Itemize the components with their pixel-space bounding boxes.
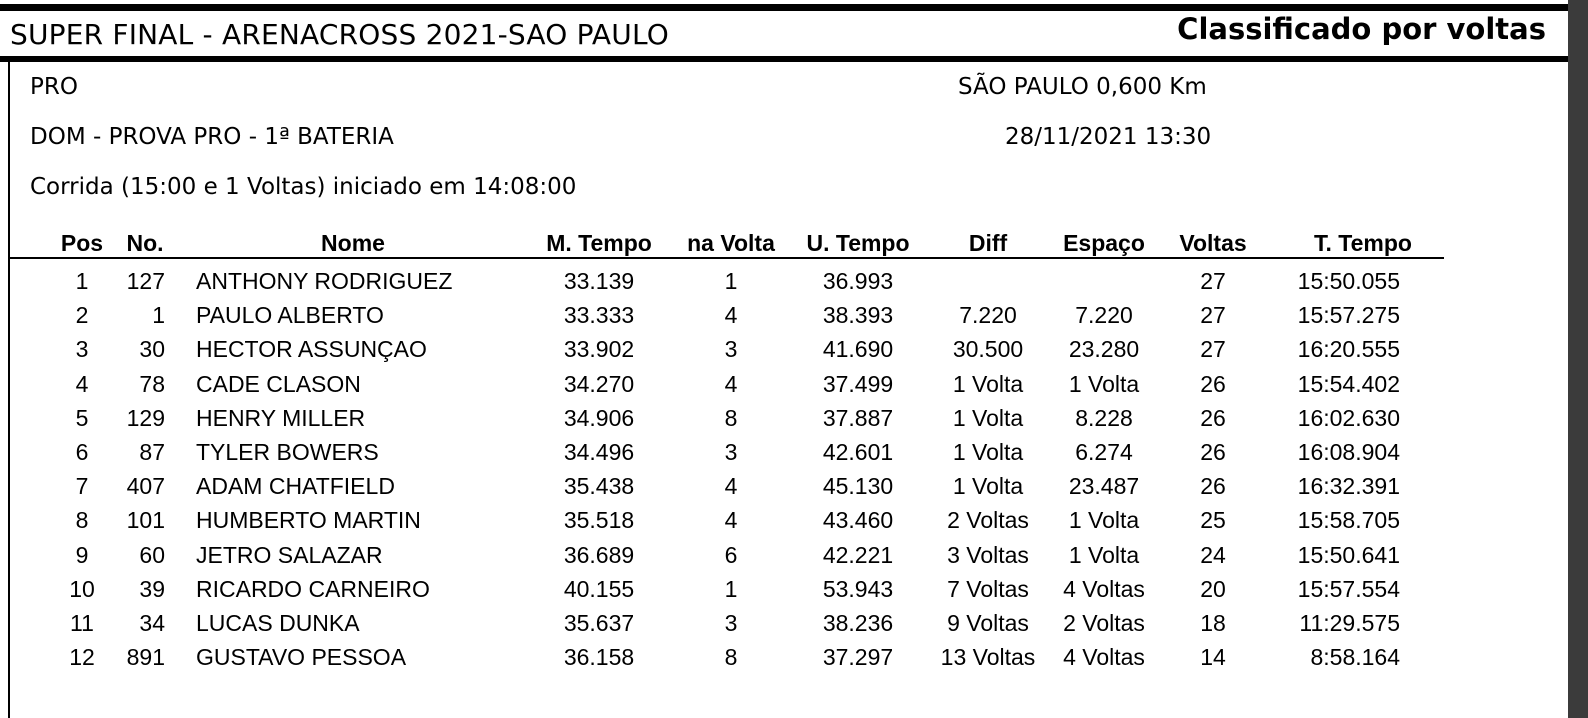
cell-na-volta: 4: [724, 473, 738, 500]
cell-diff: 1 Volta: [952, 439, 1024, 465]
cell-espaco: 23.487: [1068, 473, 1140, 500]
cell-voltas: 26: [1200, 370, 1226, 397]
column-header-na-volta: na Volta: [687, 230, 775, 256]
cell-nome: TYLER BOWERS: [196, 439, 379, 465]
cell-pos: 6: [75, 439, 89, 465]
table-row: [0, 572, 1568, 606]
cell-m-tempo: 35.637: [563, 610, 635, 636]
cell-m-tempo: 35.518: [563, 507, 635, 534]
cell-na-volta: 8: [724, 404, 738, 431]
cell-no: 34: [139, 610, 165, 636]
cell-t-tempo: 15:50.641: [1297, 541, 1400, 568]
cell-espaco: 6.274: [1075, 439, 1133, 465]
cell-t-tempo: 16:32.391: [1297, 473, 1400, 500]
cell-espaco: 7.220: [1075, 302, 1133, 329]
cell-voltas: 24: [1200, 541, 1226, 568]
cell-voltas: 14: [1200, 644, 1226, 671]
cell-u-tempo: 45.130: [822, 473, 894, 500]
cell-na-volta: 1: [724, 268, 738, 294]
cell-voltas: 27: [1200, 268, 1226, 294]
cell-m-tempo: 36.689: [563, 541, 635, 568]
cell-u-tempo: 37.887: [822, 404, 894, 431]
table-row: [0, 332, 1568, 366]
cell-u-tempo: 42.221: [822, 541, 894, 568]
top-rule: [0, 4, 1568, 11]
document-title: SUPER FINAL - ARENACROSS 2021-SAO PAULO: [10, 18, 670, 51]
cell-t-tempo: 16:08.904: [1297, 439, 1400, 465]
cell-espaco: 23.280: [1068, 336, 1140, 363]
cell-pos: 5: [75, 404, 89, 431]
cell-t-tempo: 11:29.575: [1299, 610, 1400, 636]
cell-t-tempo: 15:58.705: [1297, 507, 1400, 534]
cell-pos: 1: [75, 268, 89, 294]
cell-nome: HUMBERTO MARTIN: [196, 507, 421, 534]
cell-t-tempo: 15:50.055: [1297, 268, 1400, 294]
location-label: SÃO PAULO 0,600 Km: [958, 74, 1207, 100]
cell-m-tempo: 40.155: [563, 575, 635, 602]
table-row: [0, 538, 1568, 572]
cell-na-volta: 3: [724, 336, 738, 363]
cell-pos: 10: [69, 575, 95, 602]
column-header-espaco: Espaço: [1063, 230, 1145, 256]
cell-diff: 2 Voltas: [947, 507, 1029, 534]
cell-espaco: 4 Voltas: [1063, 644, 1145, 671]
table-row: [0, 367, 1568, 401]
cell-nome: RICARDO CARNEIRO: [196, 575, 430, 602]
cell-na-volta: 6: [724, 541, 738, 568]
cell-voltas: 27: [1200, 302, 1226, 329]
cell-u-tempo: 37.297: [822, 644, 894, 671]
cell-nome: LUCAS DUNKA: [196, 610, 360, 636]
cell-diff: 7.220: [959, 302, 1017, 329]
cell-na-volta: 4: [724, 370, 738, 397]
column-header-t-tempo: T. Tempo: [1314, 230, 1412, 256]
cell-voltas: 26: [1200, 473, 1226, 500]
cell-no: 60: [139, 541, 165, 568]
table-row: [0, 640, 1568, 674]
cell-espaco: 1 Volta: [1068, 507, 1140, 534]
cell-nome: JETRO SALAZAR: [196, 541, 383, 568]
cell-u-tempo: 37.499: [822, 370, 894, 397]
cell-no: 87: [139, 439, 165, 465]
table-row: [0, 401, 1568, 435]
cell-nome: ADAM CHATFIELD: [196, 473, 395, 500]
cell-pos: 3: [75, 336, 89, 363]
cell-na-volta: 1: [724, 575, 738, 602]
cell-na-volta: 8: [724, 644, 738, 671]
cell-espaco: 4 Voltas: [1063, 575, 1145, 602]
cell-t-tempo: 8:58.164: [1310, 644, 1400, 671]
cell-m-tempo: 35.438: [563, 473, 635, 500]
cell-nome: HECTOR ASSUNÇAO: [196, 336, 427, 363]
cell-na-volta: 4: [724, 302, 738, 329]
cell-m-tempo: 34.906: [563, 404, 635, 431]
table-row: [0, 264, 1568, 298]
cell-voltas: 20: [1200, 575, 1226, 602]
column-header-pos: Pos: [60, 230, 104, 256]
table-row: [0, 606, 1568, 640]
race-info-label: Corrida (15:00 e 1 Voltas) iniciado em 14:08:00: [30, 174, 577, 200]
cell-espaco: 1 Volta: [1068, 541, 1140, 568]
cell-no: 127: [126, 268, 165, 294]
cell-voltas: 26: [1200, 439, 1226, 465]
table-row: [0, 435, 1568, 469]
table-row: [0, 298, 1568, 332]
document-subtitle: Classificado por voltas: [1177, 12, 1546, 46]
cell-diff: 9 Voltas: [947, 610, 1029, 636]
cell-u-tempo: 41.690: [822, 336, 894, 363]
column-header-no: No.: [126, 230, 164, 256]
cell-t-tempo: 15:57.275: [1297, 302, 1400, 329]
cell-pos: 4: [75, 370, 89, 397]
cell-diff: 3 Voltas: [947, 541, 1029, 568]
column-header-m-tempo: M. Tempo: [546, 230, 652, 256]
cell-m-tempo: 34.270: [563, 370, 635, 397]
cell-voltas: 27: [1200, 336, 1226, 363]
cell-u-tempo: 38.393: [822, 302, 894, 329]
cell-u-tempo: 53.943: [822, 575, 894, 602]
cell-pos: 9: [75, 541, 89, 568]
cell-t-tempo: 16:02.630: [1297, 404, 1400, 431]
cell-voltas: 25: [1200, 507, 1226, 534]
cell-nome: HENRY MILLER: [196, 404, 366, 431]
cell-nome: ANTHONY RODRIGUEZ: [196, 268, 453, 294]
cell-no: 101: [126, 507, 165, 534]
cell-nome: GUSTAVO PESSOA: [196, 644, 407, 671]
cell-pos: 7: [75, 473, 89, 500]
cell-m-tempo: 33.139: [563, 268, 635, 294]
cell-nome: PAULO ALBERTO: [196, 302, 384, 329]
session-label: DOM - PROVA PRO - 1ª BATERIA: [30, 124, 394, 150]
cell-no: 891: [126, 644, 165, 671]
cell-t-tempo: 15:54.402: [1297, 370, 1400, 397]
cell-m-tempo: 34.496: [563, 439, 635, 465]
cell-na-volta: 3: [724, 439, 738, 465]
cell-no: 129: [126, 404, 165, 431]
column-header-diff: Diff: [968, 230, 1008, 256]
cell-na-volta: 4: [724, 507, 738, 534]
datetime-label: 28/11/2021 13:30: [1005, 124, 1212, 150]
table-row: [0, 503, 1568, 537]
cell-pos: 12: [69, 644, 95, 671]
cell-no: 78: [139, 370, 165, 397]
cell-m-tempo: 33.902: [563, 336, 635, 363]
table-row: [0, 469, 1568, 503]
cell-t-tempo: 15:57.554: [1297, 575, 1400, 602]
cell-pos: 11: [70, 610, 94, 636]
cell-m-tempo: 33.333: [563, 302, 635, 329]
cell-u-tempo: 43.460: [822, 507, 894, 534]
cell-espaco: 2 Voltas: [1063, 610, 1145, 636]
cell-no: 39: [139, 575, 165, 602]
cell-u-tempo: 38.236: [822, 610, 894, 636]
cell-diff: 30.500: [952, 336, 1024, 363]
cell-diff: 7 Voltas: [947, 575, 1029, 602]
title-rule: [0, 56, 1568, 62]
cell-voltas: 18: [1200, 610, 1226, 636]
cell-espaco: 1 Volta: [1068, 370, 1140, 397]
cell-u-tempo: 42.601: [822, 439, 894, 465]
cell-na-volta: 3: [724, 610, 738, 636]
cell-m-tempo: 36.158: [563, 644, 635, 671]
column-header-nome: Nome: [321, 230, 385, 256]
cell-no: 30: [139, 336, 165, 363]
cell-no: 407: [126, 473, 165, 500]
cell-pos: 2: [75, 302, 89, 329]
cell-nome: CADE CLASON: [196, 370, 361, 397]
cell-diff: 1 Volta: [952, 473, 1024, 500]
category-label: PRO: [30, 74, 78, 100]
cell-espaco: 8.228: [1075, 404, 1133, 431]
cell-pos: 8: [75, 507, 89, 534]
cell-diff: 1 Volta: [952, 404, 1024, 431]
cell-t-tempo: 16:20.555: [1297, 336, 1400, 363]
cell-no: 1: [152, 302, 165, 329]
cell-voltas: 26: [1200, 404, 1226, 431]
cell-u-tempo: 36.993: [822, 268, 894, 294]
cell-diff: 13 Voltas: [940, 644, 1036, 671]
column-header-voltas: Voltas: [1179, 230, 1247, 256]
header-rule: [8, 257, 1444, 259]
cell-diff: 1 Volta: [952, 370, 1024, 397]
column-header-u-tempo: U. Tempo: [806, 230, 910, 256]
